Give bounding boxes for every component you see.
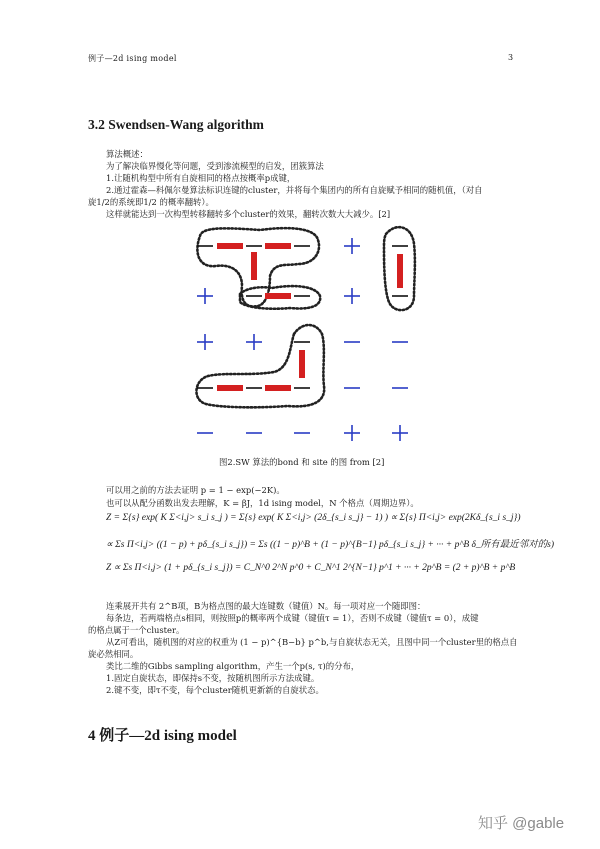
bond [217,243,243,249]
explanation-line: 每条边，若两端格点s相同，则按照p的概率两个成键（键值τ = 1），否则不成键（键值τ = 0），成键 [106,613,479,623]
explanation-line: 连乘展开共有 2^B项，B为格点图的最大连键数（键值）N。每一项对应一个随即图： [106,601,426,611]
intro-line: 为了解决临界慢化等问题，受到渗流模型的启发，团簇算法 [106,161,324,171]
explanation-line: 2.键不变，即τ不变，每个cluster随机更新新的自旋状态。 [106,685,324,695]
cluster-outline [197,228,319,306]
equation: Z ∝ Σs Π<i,j> (1 + pδ_{s_i s_j}) = C_N^0 2^N p^0 + C_N^1 2^{N−1} p^1 + ··· + 2p^B = (2 + p)^B + p^B [106,563,516,573]
equation: ∝ Σs Π<i,j> ((1 − p) + pδ_{s_i s_j}) = Σs ((1 − p)^B + (1 − p)^{B−1} pδ_{s_i s_j} + ··· + p^B δ_所有最近邻对的s) [106,540,555,550]
cluster-outline [196,325,324,407]
bond [265,293,291,299]
intro-line: 算法概述： [106,149,148,159]
section-title: 3.2 Swendsen-Wang algorithm [88,117,264,132]
bond [265,385,291,391]
bond [265,243,291,249]
watermark: 知乎 @gable [478,815,565,832]
equation: Z = Σ{s} exp( K Σ<i,j> s_i s_j ) = Σ{s} exp( K Σ<i,j> (2δ_{s_i s_j} − 1) ) ∝ Σ{s} Π<i,j> exp(2Kδ_{s_i s_j}) [106,513,521,523]
proof-line: 也可以从配分函数出发去理解，K = βJ，1d ising model，N 个格点（周期边界）。 [106,498,419,508]
explanation-line: 从Z可看出，随机图的对应的权重为 (1 − p)^{B−b} p^b,与自旋状态无关，且图中同一个cluster里的格点自 [106,637,518,647]
proof-line: 可以用之前的方法去证明 p = 1 − exp(−2K)。 [106,485,285,495]
explanation-line: 旋必然相同。 [88,649,139,659]
figure-caption: 图2.SW 算法的bond 和 site 的图 from [2] [219,457,385,467]
page-number: 3 [508,53,514,62]
bond [251,252,257,280]
intro-line: 旋1/2的系统即1/2 的概率翻转）。 [88,197,214,207]
bond [299,350,305,378]
section-4-title: 4 例子—2d ising model [88,728,237,744]
bond [397,254,403,288]
running-header: 例子—2d ising model [88,54,177,63]
explanation-line: 类比二维的Gibbs sampling algorithm，产生一个p(s, τ)的分布， [106,661,360,671]
sw-cluster-figure [190,222,420,450]
intro-line: 2.通过霍森—科佩尔曼算法标识连键的cluster，并将每个集团内的所有自旋赋予相同的随机值，（对自 [106,185,483,195]
explanation-line: 的格点属于一个cluster。 [88,625,185,635]
bond [217,385,243,391]
intro-line: 这样就能达到一次构型转移翻转多个cluster的效果，翻转次数大大减少。[2] [106,209,391,219]
explanation-line: 1.固定自旋状态，即保持s不变，按随机图所示方法成键。 [106,673,320,683]
intro-line: 1.让随机构型中所有自旋相同的格点按概率p成键， [106,173,296,183]
